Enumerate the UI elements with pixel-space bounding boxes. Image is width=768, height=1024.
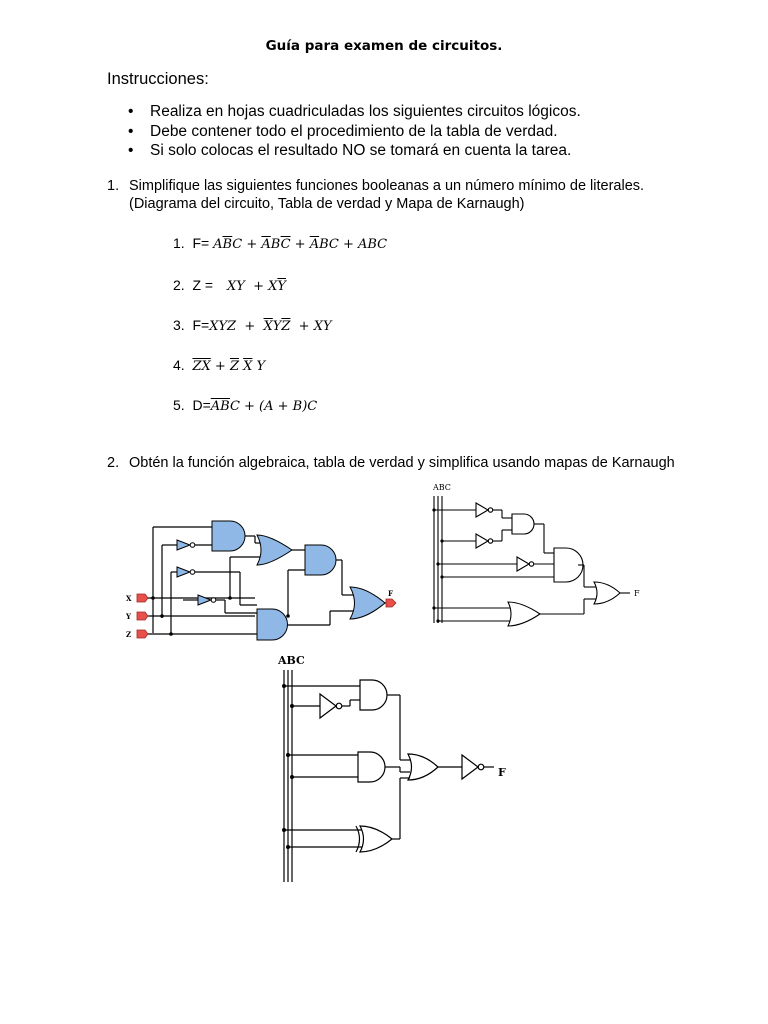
equation-2: [173, 277, 286, 294]
circuit-diagram-3: [272, 650, 520, 885]
bullet-icon: •: [128, 142, 134, 159]
input-y-label: Y: [126, 612, 131, 621]
instruction-text: Debe contener todo el procedimiento de la tabla de verdad.: [150, 122, 558, 140]
question-number: 1.: [107, 178, 120, 194]
equation-number: 3.: [173, 317, 185, 333]
input-x-label: X: [126, 594, 132, 603]
equation-label: F=: [192, 235, 210, 251]
equation-number: 4.: [173, 357, 185, 373]
equation-4: [173, 357, 265, 374]
instructions-list: [128, 102, 581, 161]
equation-number: 5.: [173, 397, 185, 413]
equation-expression: XY + $X\overline{Y}$: [226, 279, 286, 294]
question-number: 2.: [107, 455, 120, 471]
circuit-diagram-2: [424, 478, 656, 650]
equation-number: 2.: [173, 277, 185, 293]
equation-label: F=: [192, 317, 210, 333]
output-f-label: F: [498, 766, 506, 779]
bullet-icon: •: [128, 103, 134, 120]
instructions-heading: Instrucciones:: [107, 70, 209, 88]
equation-3: [173, 317, 332, 334]
instruction-text: Si solo colocas el resultado NO se tomará en cuenta la tarea.: [150, 142, 572, 159]
input-z-label: Z: [126, 630, 132, 639]
page-title: Guía para examen de circuitos.: [265, 38, 503, 54]
question-1: [107, 178, 644, 194]
question-text: Obtén la función algebraica, tabla de verdad y simplifica usando mapas de Karnaugh: [129, 455, 675, 471]
inputs-label: ABC: [433, 483, 451, 492]
equation-5: [173, 397, 317, 414]
question-2: [107, 455, 675, 471]
question-text: Simplifique las siguientes funciones booleanas a un número mínimo de literales.: [129, 178, 645, 194]
list-item: [128, 102, 581, 122]
equation-1: [173, 235, 387, 252]
equation-expression: XYZ + $\overline{X}Y\overline{Z}$ + XY: [209, 319, 332, 334]
list-item: [128, 141, 581, 161]
equation-label: D=: [192, 397, 211, 413]
equation-expression: $\overline{ZX} + \overline{Z}$ $\overline{X}$ Y: [192, 359, 266, 374]
instruction-text: Realiza en hojas cuadriculadas los siguientes circuitos lógicos.: [150, 103, 581, 120]
equation-label: Z =: [192, 277, 214, 293]
question-1-subtext: (Diagrama del circuito, Tabla de verdad y Mapa de Karnaugh): [129, 196, 525, 212]
equation-expression: $\overline{AB}C + (A + B)C$: [210, 399, 318, 414]
inputs-label: ABC: [278, 654, 305, 667]
output-f-label: F: [388, 589, 393, 598]
circuit-diagram-1: [120, 515, 410, 645]
list-item: [128, 122, 581, 142]
output-f-label: F: [634, 589, 640, 598]
bullet-icon: •: [128, 122, 134, 140]
equation-expression: $A\overline{B}C + \overline{A}B\overline{C} + \overline{A}BC$ + ABC: [213, 237, 388, 252]
equation-number: 1.: [173, 235, 185, 251]
